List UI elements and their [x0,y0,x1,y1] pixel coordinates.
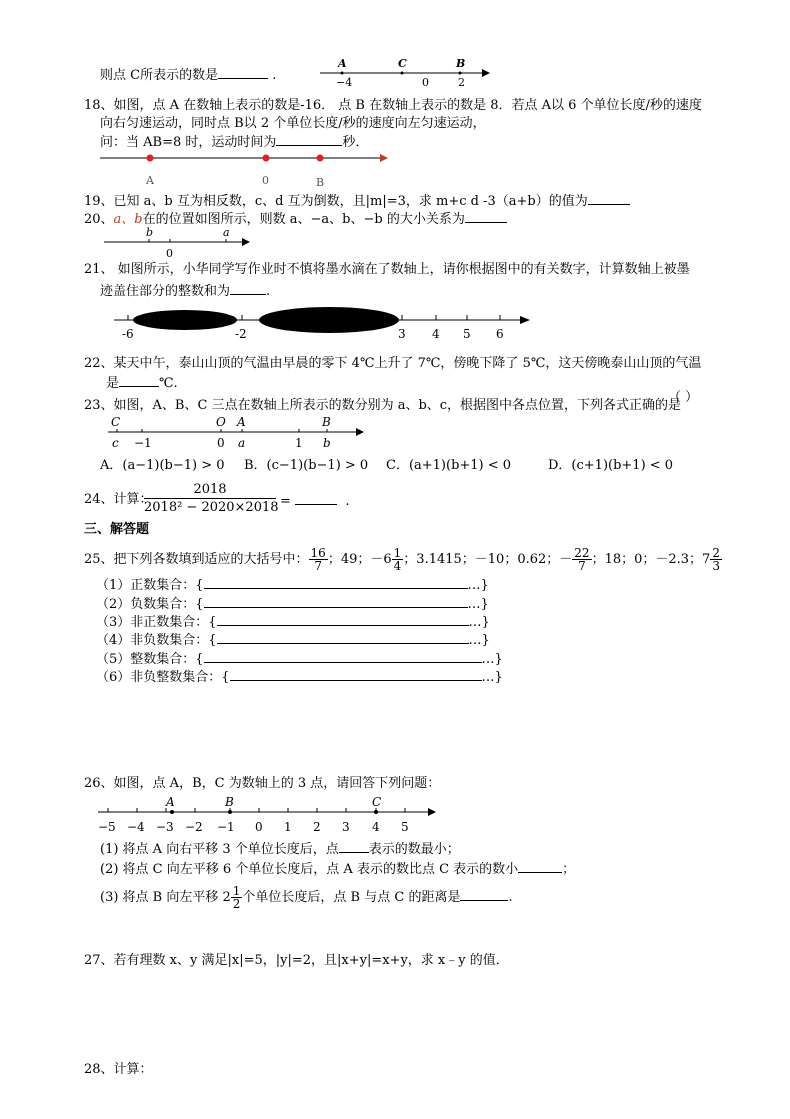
tick-label: 2 [458,76,465,89]
label-A: A [166,795,175,809]
answer-blank [218,66,268,79]
q26-part1: (1) 将点 A 向右平移 3 个单位长度后，点 表示的数最小； [100,842,460,857]
q18-line3: 问：当 AB=8 时，运动时间为 秒． [100,135,369,150]
label-zero: 0 [166,247,173,260]
answer-blank[interactable] [204,595,468,608]
q26-part3: (3) 将点 B 向左平移 2 $\frac{1}{2}$ 个单位长度后，点 B 与点 C 的距离是 . [100,884,513,911]
tick-label: 1 [295,436,303,450]
q23-option-a: A．(a−1)(b−1) > 0 [100,458,225,473]
q27-text: 27、若有理数 x、y 满足|x|=5，|y|=2，且|x+y|=x+y，求 x﹣y 的值． [84,953,509,968]
label-O: O [216,415,226,429]
fraction-denominator: 2018² − 2020×2018 [144,500,279,515]
answer-blank[interactable] [230,668,482,681]
label-b: b [323,436,331,450]
answer-blank [295,492,337,505]
q23-paren: （ ） [668,390,699,405]
q22-line1: 22、某天中午，泰山山顶的气温由早晨的零下 4℃上升了 7℃，傍晚下降了 5℃，这天傍晚泰山山顶的气温 [84,356,702,371]
q18-number-line [100,148,400,188]
tick-label: 0 [217,436,225,450]
q28-text: 28、计算： [84,1062,153,1077]
set-non-negative: （4）非负数集合：{ …} [96,633,490,648]
answer-blank [339,840,369,853]
ink-blot [133,310,237,330]
q23-option-d: D．(c+1)(b+1) < 0 [548,458,674,473]
label-a: a [223,226,230,239]
q17-text: 则点 C所表示的数是 . [100,68,277,83]
q23-text: 23、如图，A、B、C 三点在数轴上所表示的数分别为 a、b、c，根据图中各点位置，下列各式正确的是 [84,398,682,413]
q23-option-c: C．(a+1)(b+1) < 0 [386,458,512,473]
tick-label: 3 [342,820,350,834]
label-b: b [146,226,154,239]
answer-blank [119,374,159,387]
tick-label: 1 [284,820,292,834]
tick-label: 5 [463,327,471,341]
answer-blank[interactable] [204,576,468,589]
set-non-positive: （3）非正数集合：{ …} [96,615,490,630]
label-C: C [111,415,121,429]
tick-label: −5 [98,820,116,834]
answer-blank [460,888,508,901]
q26-part2: (2) 将点 C 向左平移 6 个单位长度后，点 A 表示的数比点 C 表示的数小 ； [100,862,576,877]
label-c: c [112,436,119,450]
q22-line2: 是 ℃. [106,376,178,391]
answer-blank [518,860,562,873]
q23-option-b: B．(c−1)(b−1) > 0 [244,458,369,473]
set-negative: （2）负数集合：{ …} [96,597,489,612]
label-A: A [338,57,347,70]
tick-label: -6 [122,327,134,341]
q24-eq: = . [280,494,350,509]
tick-label: 3 [398,327,406,341]
label-A: A [146,174,154,187]
tick-label: −4 [336,76,353,89]
q24-pre: 24、计算： [84,492,153,507]
q25-text: 25、把下列各数填到适应的大括号中： $\frac{16}{7}$ ；49；－6 $\frac{1}{4}$ ；3.1415；－10；0.62；－ $\frac{22}{7}$ ；18；0；－2.3；7 $\frac{2}{3}$ [84,546,720,573]
tick-label: −1 [134,436,152,450]
tick-label: −2 [185,820,203,834]
label-B: B [316,176,325,188]
q26-text: 26、如图，点 A，B，C 为数轴上的 3 点，请回答下列问题： [84,776,441,791]
set-positive: （1）正数集合：{ …} [96,578,489,593]
q18-line2: 向右匀速运动，同时点 B以 2 个单位长度/秒的速度向左匀速运动， [100,116,486,131]
set-non-negative-integer: （6）非负整数集合：{ …} [96,670,503,685]
tick-label: −1 [217,820,235,834]
label-C: C [372,795,382,809]
label-C: C [398,57,407,70]
q26-number-line [96,794,440,836]
answer-blank[interactable] [217,631,469,644]
label-O: 0 [262,174,269,187]
q21-line2: 迹盖住部分的整数和为 . [100,284,271,299]
q21-line1: 21、 如图所示，小华同学写作业时不慎将墨水滴在了数轴上，请你根据图中的有关数字，计算数轴上被墨 [84,262,690,277]
answer-blank [588,192,630,205]
q19-text: 19、已知 a、b 互为相反数，c、d 互为倒数，且|m|=3，求 m+c d -3（a+b）的值为 [84,192,630,210]
label-A: A [237,415,246,429]
fraction-numerator: 2018 [144,482,276,499]
q24-fraction [144,482,279,517]
section-heading: 三、解答题 [84,522,150,537]
q21-number-line [110,304,540,344]
answer-blank [465,210,507,223]
set-integer: （5）整数集合：{ …} [96,652,503,667]
ink-blot [259,307,399,333]
tick-label: 0 [255,820,263,834]
tick-label: 2 [313,820,321,834]
answer-blank[interactable] [204,650,482,663]
label-a: a [238,436,246,450]
tick-label: 0 [422,76,429,89]
answer-blank [230,282,266,295]
q20-number-line [100,224,260,260]
q23-number-line [104,413,374,453]
answer-blank [276,133,342,146]
label-B: B [322,415,331,429]
q17-number-line [318,54,498,90]
tick-label: −3 [156,820,174,834]
tick-label: 4 [372,820,380,834]
tick-label: −4 [127,820,145,834]
tick-label: 6 [496,327,504,341]
tick-label: 5 [401,820,409,834]
tick-label: -2 [235,327,247,341]
answer-blank[interactable] [217,613,469,626]
label-B: B [456,57,466,70]
label-B: B [225,795,234,809]
tick-label: 4 [432,327,440,341]
q20-text: 20、a、b在的位置如图所示，则数 a、−a、b、−b 的大小关系为 [84,210,507,228]
q18-line1: 18、如图，点 A 在数轴上表示的数是-16． 点 B 在数轴上表示的数是 8．若点 A以 6 个单位长度/秒的速度 [84,98,702,113]
